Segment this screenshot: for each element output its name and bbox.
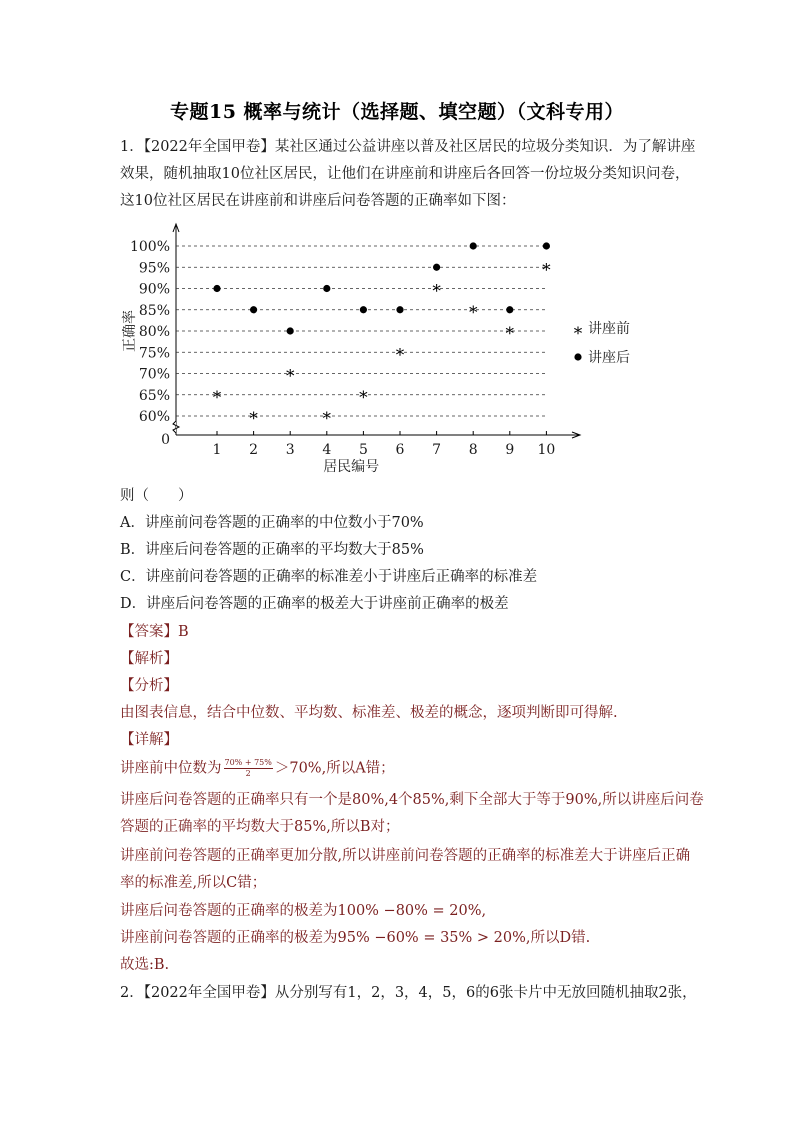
y-tick-label: 90% — [138, 281, 170, 298]
before-lecture-point: * — [468, 302, 478, 323]
x-tick-label: 8 — [468, 442, 478, 458]
before-lecture-point: * — [359, 387, 368, 408]
fenxi-heading: 【分析】 — [120, 678, 178, 694]
x-axis-label: 居民编号 — [323, 459, 380, 475]
after-lecture-point — [543, 242, 550, 249]
after-lecture-point — [433, 264, 440, 271]
after-lecture-point — [506, 306, 513, 313]
before-lecture-point: * — [505, 324, 515, 344]
x-tick-label: 5 — [358, 442, 368, 458]
detail-line-1 — [120, 758, 395, 779]
page-title: 专题15 概率与统计（选择题、填空题）（文科专用） — [169, 101, 625, 123]
median-fraction — [224, 758, 273, 779]
before-lecture-point: * — [542, 260, 551, 281]
after-lecture-point — [323, 285, 330, 292]
x-tick-label: 6 — [395, 442, 405, 458]
y-tick-label: 95% — [138, 260, 170, 277]
option-b: B．讲座后问卷答题的正确率的平均数大于85% — [120, 542, 424, 558]
x-tick-label: 3 — [285, 442, 295, 458]
x-tick-label: 2 — [249, 442, 259, 458]
y-tick-label: 70% — [138, 366, 170, 383]
x-tick-label: 7 — [432, 442, 442, 458]
y-axis-label: 正确率 — [122, 310, 138, 352]
before-lecture-point: * — [395, 345, 405, 366]
after-lecture-point — [213, 285, 220, 292]
before-lecture-point: * — [285, 366, 295, 387]
y-tick-label: 60% — [138, 409, 170, 425]
after-lecture-point — [360, 306, 367, 313]
jiexi-heading: 【解析】 — [120, 651, 178, 667]
legend-label-after: 讲座后 — [588, 350, 630, 366]
q2-line-1: 2．【2022年全国甲卷】从分别写有1，2，3，4，5，6的6张卡片中无放回随机抽取2张， — [120, 985, 697, 1001]
before-lecture-point: * — [212, 387, 222, 408]
conclusion: 故选:B. — [120, 957, 170, 973]
axis-break-icon — [173, 421, 179, 433]
detail-line-5: 讲座前问卷答题的正确率的极差为95% −60% = 35% > 20%,所以D错. — [120, 930, 591, 946]
before-lecture-point: * — [249, 409, 258, 429]
y-tick-label: 80% — [138, 324, 170, 340]
fraction-numerator: 70% + 75% — [224, 758, 272, 767]
option-a: A．讲座前问卷答题的正确率的中位数小于70% — [120, 515, 424, 531]
answer: 【答案】B — [120, 624, 189, 640]
x-tick-label: 9 — [505, 442, 515, 458]
after-lecture-point — [287, 327, 294, 334]
detail-line-2a: 讲座后问卷答题的正确率只有一个是80%,4个85%,剩下全部大于等于90%,所以讲座后问卷 — [120, 792, 704, 808]
scatter-chart — [110, 218, 670, 480]
fenxi-text: 由图表信息，结合中位数、平均数、标准差、极差的概念，逐项判断即可得解. — [120, 705, 618, 721]
detail-line-2b: 答题的正确率的平均数大于85%,所以B对； — [120, 819, 400, 835]
q1-line-3: 这10位社区居民在讲座前和讲座后问卷答题的正确率如下图： — [120, 193, 516, 209]
x-tick-label: 1 — [212, 442, 222, 458]
legend-star-icon: * — [573, 324, 583, 344]
q1-line-2: 效果，随机抽取10位社区居民，让他们在讲座前和讲座后各回答一份垃圾分类知识问卷， — [120, 166, 690, 182]
after-lecture-point — [250, 306, 257, 313]
before-lecture-point: * — [432, 281, 441, 302]
detail-1-suffix: ＞70%,所以A错； — [274, 760, 395, 777]
option-d: D．讲座后问卷答题的正确率的极差大于讲座前正确率的极差 — [120, 596, 509, 612]
fraction-denominator: 2 — [245, 769, 251, 778]
x-tick-label: 10 — [537, 442, 556, 458]
q1-line-1: 1．【2022年全国甲卷】某社区通过公益讲座以普及社区居民的垃圾分类知识．为了解讲座 — [120, 139, 696, 155]
xiangjie-heading: 【详解】 — [120, 732, 178, 748]
x-tick-label: 4 — [322, 442, 332, 458]
after-lecture-point — [470, 242, 477, 249]
q1-ze: 则（ ） — [120, 488, 193, 504]
option-c: C．讲座前问卷答题的正确率的标准差小于讲座后正确率的标准差 — [120, 569, 538, 585]
before-lecture-point: * — [322, 409, 332, 429]
detail-line-4: 讲座后问卷答题的正确率的极差为100% −80% = 20%, — [120, 903, 487, 919]
y-tick-label: 100% — [129, 239, 170, 255]
y-tick-label: 75% — [138, 345, 170, 362]
y-tick-label: 0 — [161, 432, 170, 448]
detail-line-3a: 讲座前问卷答题的正确率更加分散,所以讲座前问卷答题的正确率的标准差大于讲座后正确 — [120, 848, 691, 864]
legend-dot-icon — [574, 353, 581, 360]
detail-1-prefix: 讲座前中位数为 — [120, 760, 222, 777]
y-tick-label: 65% — [138, 387, 170, 404]
y-tick-label: 85% — [138, 302, 170, 319]
after-lecture-point — [396, 306, 403, 313]
detail-line-3b: 率的标准差,所以C错； — [120, 875, 267, 891]
legend-label-before: 讲座前 — [588, 321, 630, 337]
